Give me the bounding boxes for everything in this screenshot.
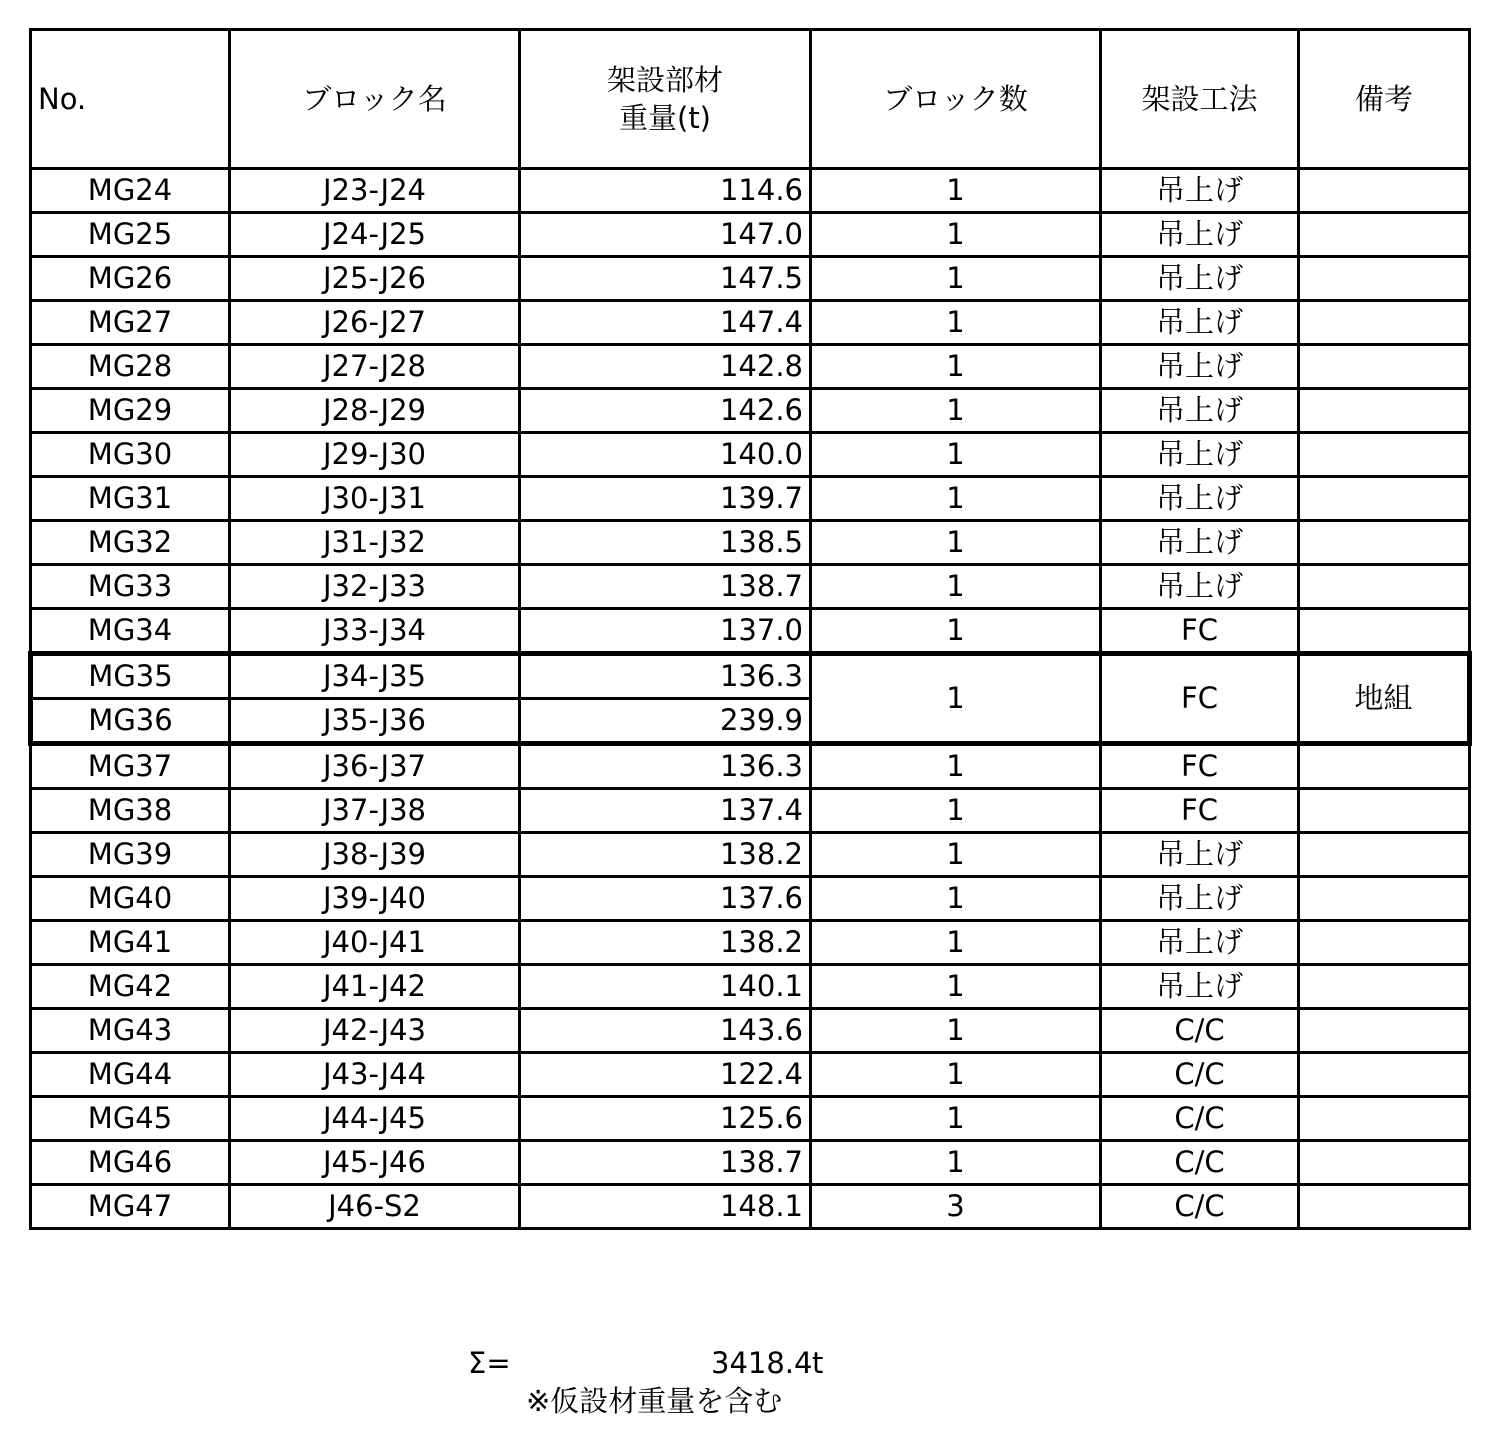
cell-method: C/C [1101,1053,1299,1097]
header-row [31,30,1470,169]
table-row [31,609,1470,654]
cell-weight: 239.9 [520,699,811,744]
cell-method: 吊上げ [1101,965,1299,1009]
cell-block-count: 1 [811,833,1101,877]
cell-block-count: 1 [811,213,1101,257]
table-row [31,744,1470,789]
cell-block-name: J46-S2 [230,1185,520,1229]
cell-remarks [1299,257,1470,301]
cell-no: MG42 [31,965,230,1009]
cell-remarks [1299,833,1470,877]
cell-no: MG38 [31,789,230,833]
cell-block-count: 1 [811,965,1101,1009]
cell-no: MG25 [31,213,230,257]
cell-remarks [1299,789,1470,833]
table-row [31,565,1470,609]
cell-block-count: 1 [811,744,1101,789]
cell-weight: 138.5 [520,521,811,565]
cell-block-name: J36-J37 [230,744,520,789]
cell-remarks [1299,744,1470,789]
cell-no: MG34 [31,609,230,654]
cell-method: 吊上げ [1101,169,1299,213]
cell-weight: 114.6 [520,169,811,213]
cell-weight: 148.1 [520,1185,811,1229]
cell-method: 吊上げ [1101,213,1299,257]
cell-remarks [1299,1097,1470,1141]
cell-block-name: J43-J44 [230,1053,520,1097]
cell-block-count: 1 [811,921,1101,965]
cell-no: MG35 [31,654,230,699]
cell-no: MG26 [31,257,230,301]
table-row [31,477,1470,521]
cell-weight: 142.6 [520,389,811,433]
table-row [31,789,1470,833]
cell-method: FC [1101,609,1299,654]
cell-remarks [1299,389,1470,433]
cell-no: MG31 [31,477,230,521]
cell-remarks [1299,877,1470,921]
table-row [31,169,1470,213]
cell-no: MG37 [31,744,230,789]
table-row [31,965,1470,1009]
cell-block-name: J34-J35 [230,654,520,699]
cell-remarks [1299,521,1470,565]
summary [468,1344,888,1418]
cell-block-count: 1 [811,1141,1101,1185]
table-row [31,257,1470,301]
cell-weight: 147.0 [520,213,811,257]
cell-block-count: 1 [811,1009,1101,1053]
cell-method: FC [1101,744,1299,789]
cell-remarks [1299,565,1470,609]
table-row [31,1009,1470,1053]
table-row [31,1053,1470,1097]
cell-weight: 138.7 [520,565,811,609]
cell-method: 吊上げ [1101,257,1299,301]
table-row [31,213,1470,257]
cell-no: MG27 [31,301,230,345]
cell-block-count: 1 [811,389,1101,433]
cell-block-name: J44-J45 [230,1097,520,1141]
cell-block-count: 3 [811,1185,1101,1229]
header-weight [520,30,811,169]
cell-no: MG44 [31,1053,230,1097]
cell-block-count: 1 [811,789,1101,833]
cell-block-name: J24-J25 [230,213,520,257]
cell-remarks [1299,169,1470,213]
cell-no: MG47 [31,1185,230,1229]
cell-block-name: J33-J34 [230,609,520,654]
cell-weight: 122.4 [520,1053,811,1097]
table-body [31,169,1470,1229]
cell-method: 吊上げ [1101,477,1299,521]
table-header [31,30,1470,169]
table-row [31,389,1470,433]
header-no: No. [31,30,230,169]
cell-weight: 139.7 [520,477,811,521]
cell-method: C/C [1101,1185,1299,1229]
cell-block-name: J23-J24 [230,169,520,213]
cell-remarks [1299,1009,1470,1053]
cell-weight: 137.0 [520,609,811,654]
cell-block-count: 1 [811,609,1101,654]
total-unit: t [812,1346,824,1380]
table-row [31,1185,1470,1229]
cell-block-name: J25-J26 [230,257,520,301]
cell-block-count: 1 [811,477,1101,521]
cell-no: MG46 [31,1141,230,1185]
header-block-count: ブロック数 [811,30,1101,169]
cell-method: 吊上げ [1101,833,1299,877]
cell-no: MG36 [31,699,230,744]
cell-block-name: J37-J38 [230,789,520,833]
cell-weight: 125.6 [520,1097,811,1141]
cell-weight: 147.4 [520,301,811,345]
cell-method: 吊上げ [1101,345,1299,389]
cell-block-name: J26-J27 [230,301,520,345]
cell-block-count: 1 [811,345,1101,389]
cell-no: MG30 [31,433,230,477]
cell-weight: 137.6 [520,877,811,921]
cell-method: C/C [1101,1097,1299,1141]
cell-no: MG45 [31,1097,230,1141]
cell-no: MG33 [31,565,230,609]
cell-method-merged: FC [1101,654,1299,744]
cell-weight: 147.5 [520,257,811,301]
cell-block-name: J27-J28 [230,345,520,389]
note-text: ※仮設材重量を含む [526,1384,783,1418]
cell-no: MG24 [31,169,230,213]
cell-method: C/C [1101,1141,1299,1185]
cell-block-count: 1 [811,433,1101,477]
cell-no: MG40 [31,877,230,921]
header-weight-line2: 重量(t) [619,101,711,135]
cell-method: 吊上げ [1101,301,1299,345]
cell-no: MG28 [31,345,230,389]
cell-block-name: J39-J40 [230,877,520,921]
cell-remarks [1299,345,1470,389]
cell-remarks [1299,1141,1470,1185]
cell-method: 吊上げ [1101,521,1299,565]
cell-block-name: J30-J31 [230,477,520,521]
cell-weight: 143.6 [520,1009,811,1053]
cell-block-name: J42-J43 [230,1009,520,1053]
cell-weight: 136.3 [520,654,811,699]
total-line [468,1344,888,1382]
cell-remarks [1299,1053,1470,1097]
cell-block-name: J41-J42 [230,965,520,1009]
table-row-grouped [31,654,1470,699]
table-row [31,345,1470,389]
cell-remarks [1299,433,1470,477]
cell-block-name: J32-J33 [230,565,520,609]
table-row [31,521,1470,565]
cell-no: MG43 [31,1009,230,1053]
cell-weight: 137.4 [520,789,811,833]
erection-table [28,28,1472,1230]
cell-weight: 138.2 [520,921,811,965]
cell-remarks [1299,1185,1470,1229]
cell-method: 吊上げ [1101,565,1299,609]
cell-no: MG32 [31,521,230,565]
cell-block-count-merged: 1 [811,654,1101,744]
total-weight: 3418.4 [711,1346,813,1380]
cell-weight: 136.3 [520,744,811,789]
cell-remarks [1299,301,1470,345]
table-row [31,1097,1470,1141]
cell-block-count: 1 [811,1097,1101,1141]
cell-block-name: J45-J46 [230,1141,520,1185]
cell-remarks [1299,965,1470,1009]
cell-block-name: J40-J41 [230,921,520,965]
cell-no: MG29 [31,389,230,433]
cell-no: MG39 [31,833,230,877]
cell-remarks [1299,477,1470,521]
cell-method: 吊上げ [1101,389,1299,433]
cell-block-name: J28-J29 [230,389,520,433]
cell-method: 吊上げ [1101,433,1299,477]
table-row [31,301,1470,345]
cell-method: FC [1101,789,1299,833]
cell-block-count: 1 [811,301,1101,345]
cell-block-count: 1 [811,1053,1101,1097]
cell-block-name: J38-J39 [230,833,520,877]
table-row [31,921,1470,965]
sigma-label: Σ= [468,1346,511,1380]
cell-weight: 138.2 [520,833,811,877]
table-row [31,433,1470,477]
header-method: 架設工法 [1101,30,1299,169]
cell-block-name: J29-J30 [230,433,520,477]
cell-method: C/C [1101,1009,1299,1053]
cell-remarks [1299,609,1470,654]
cell-weight: 140.0 [520,433,811,477]
cell-block-count: 1 [811,521,1101,565]
cell-remarks-merged: 地組 [1299,654,1470,744]
header-block-name: ブロック名 [230,30,520,169]
header-remarks: 備考 [1299,30,1470,169]
cell-weight: 140.1 [520,965,811,1009]
cell-block-count: 1 [811,169,1101,213]
table-row [31,833,1470,877]
cell-weight: 138.7 [520,1141,811,1185]
cell-block-count: 1 [811,565,1101,609]
cell-block-count: 1 [811,257,1101,301]
cell-block-count: 1 [811,877,1101,921]
cell-block-name: J35-J36 [230,699,520,744]
cell-method: 吊上げ [1101,877,1299,921]
cell-remarks [1299,921,1470,965]
cell-remarks [1299,213,1470,257]
cell-block-name: J31-J32 [230,521,520,565]
header-weight-line1: 架設部材 [606,63,723,97]
cell-no: MG41 [31,921,230,965]
cell-weight: 142.8 [520,345,811,389]
table-row [31,877,1470,921]
table-row [31,1141,1470,1185]
cell-method: 吊上げ [1101,921,1299,965]
